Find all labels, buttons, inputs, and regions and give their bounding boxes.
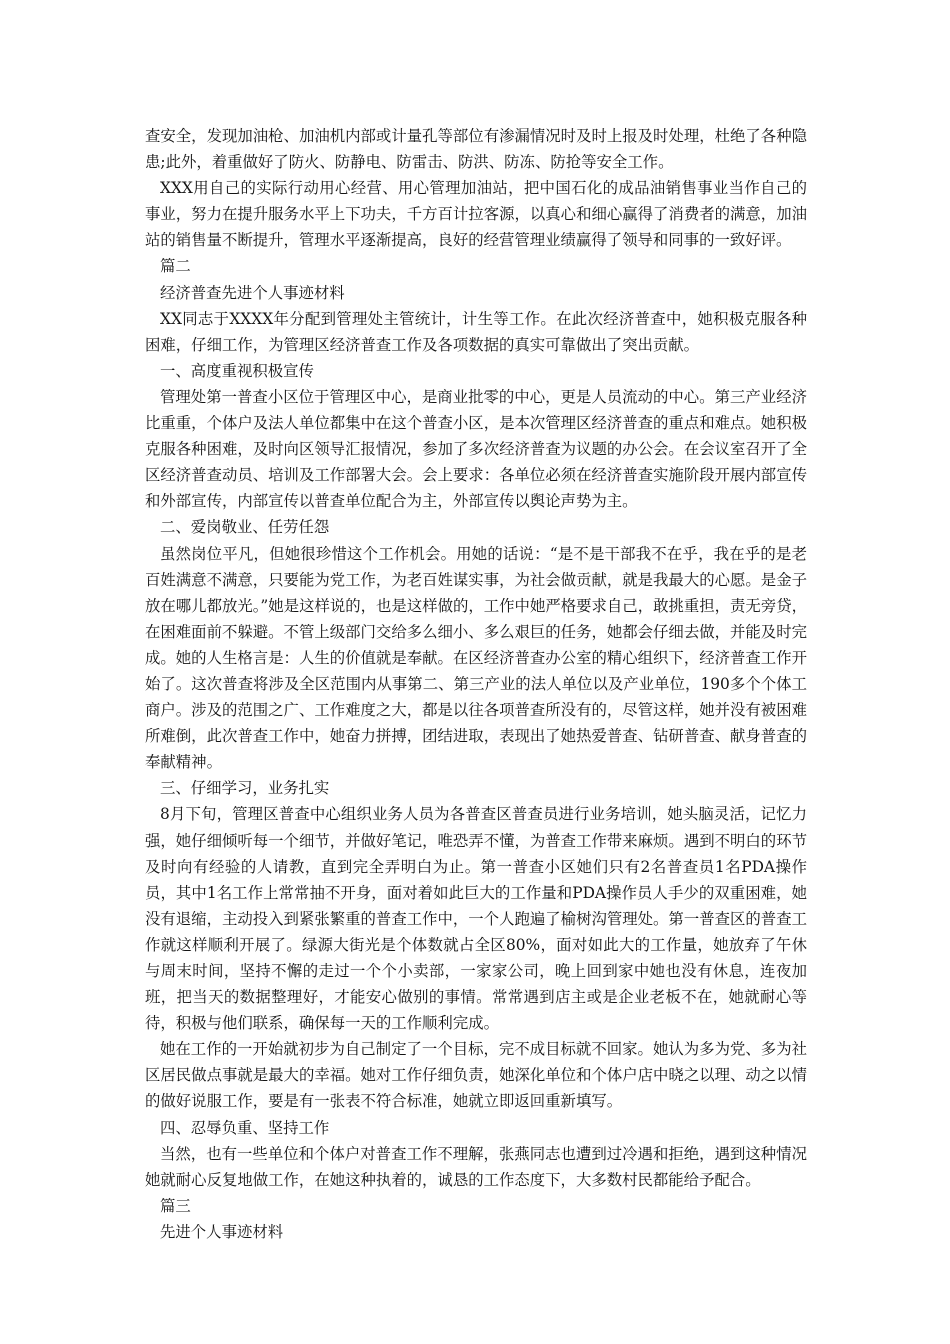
document-page (145, 123, 807, 1245)
heading-publicity: 一、高度重视积极宣传 (160, 361, 314, 380)
article-title-advanced-individual: 先进个人事迹材料 (160, 1222, 284, 1241)
article-title-census: 经济普查先进个人事迹材料 (160, 283, 345, 302)
paragraph-gas-station-summary: XXX用自己的实际行动用心经营、用心管理加油站，把中国石化的成品油销售事业当作自己的事业，努力在提升服务水平上下功夫，千方百计拉客源，以真心和细心赢得了消费者的满意，加油站的销售量不断提升，管理水平逐渐提高，良好的经营管理业绩赢得了领导和同事的一致好评。 (145, 179, 807, 250)
paragraph-census-intro: XX同志于XXXX年分配到管理处主管统计，计生等工作。在此次经济普查中，她积极克服各种困难，仔细工作，为管理区经济普查工作及各项数据的真实可靠做出了突出贡献。 (145, 309, 807, 354)
paragraph-dedication: 虽然岗位平凡，但她很珍惜这个工作机会。用她的话说：“是不是干部我不在乎，我在乎的是老百姓满意不满意，只要能为党工作，为老百姓谋实事，为社会做贡献，就是我最大的心愿。是金子放在哪儿都放光。”她是这样说的，也是这样做的，工作中她严格要求自己，敢挑重担，责无旁贷，在困难面前不躲避。不管上级部门交给多么细小、多么艰巨的任务，她都会仔细去做，并能及时完成。她的人生格言是：人生的价值就是奉献。在区经济普查办公室的精心组织下，经济普查工作开始了。这次普查将涉及全区范围内从事第二、第三产业的法人单位以及产业单位，190多个个体工商户。涉及的范围之广、工作难度之大，都是以往各项普查所没有的，尽管这样，她并没有被困难所难倒，此次普查工作中，她奋力拼搏，团结进取，表现出了她热爱普查、钻研普查、献身普查的奉献精神。 (145, 544, 807, 772)
section-label-part-two: 篇二 (160, 257, 191, 276)
paragraph-safety-check: 查安全，发现加油枪、加油机内部或计量孔等部位有渗漏情况时及时上报及时处理，杜绝了各种隐患;此外，着重做好了防火、防静电、防雷击、防洪、防冻、防抢等安全工作。 (145, 127, 807, 172)
paragraph-study: 8月下旬，管理区普查中心组织业务人员为各普查区普查员进行业务培训，她头脑灵活，记忆力强，她仔细倾听每一个细节，并做好笔记，唯恐弄不懂，为普查工作带来麻烦。遇到不明白的环节及时向有经验的人请教，直到完全弄明白为止。第一普查小区她们只有2名普查员1名PDA操作员，其中1名工作上常常抽不开身，面对着如此巨大的工作量和PDA操作员人手少的双重困难，她没有退缩，主动投入到紧张繁重的普查工作中，一个人跑遍了榆树沟管理处。第一普查区的普查工作就这样顺利开展了。绿源大街光是个体数就占全区80%，面对如此大的工作量，她放弃了午休与周末时间，坚持不懈的走过一个个小卖部，一家家公司，晚上回到家中她也没有休息，连夜加班，把当天的数据整理好，才能安心做别的事情。常常遇到店主或是企业老板不在，她就耐心等待，积极与他们联系，确保每一天的工作顺利完成。 (145, 805, 807, 1033)
heading-study: 三、仔细学习，业务扎实 (160, 779, 330, 798)
heading-perseverance: 四、忍辱负重、坚持工作 (160, 1118, 330, 1137)
paragraph-publicity: 管理处第一普查小区位于管理区中心，是商业批零的中心，更是人员流动的中心。第三产业经济比重重，个体户及法人单位都集中在这个普查小区，是本次管理区经济普查的重点和难点。她积极克服各种困难，及时向区领导汇报情况，参加了多次经济普查为议题的办公会。在会议室召开了全区经济普查动员、培训及工作部署大会。会上要求：各单位必须在经济普查实施阶段开展内部宣传和外部宣传，内部宣传以普查单位配合为主，外部宣传以舆论声势为主。 (145, 387, 807, 511)
paragraph-perseverance: 当然，也有一些单位和个体户对普查工作不理解，张燕同志也遭到过冷遇和拒绝，遇到这种情况她就耐心反复地做工作，在她这种执着的，诚恳的工作态度下，大多数村民都能给予配合。 (145, 1144, 807, 1189)
paragraph-goal: 她在工作的一开始就初步为自己制定了一个目标，完不成目标就不回家。她认为多为党、多为社区居民做点事就是最大的幸福。她对工作仔细负责，她深化单位和个体户店中晓之以理、动之以情的做好说服工作，要是有一张表不符合标准，她就立即返回重新填写。 (145, 1040, 807, 1111)
heading-dedication: 二、爱岗敬业、任劳任怨 (160, 518, 330, 537)
section-label-part-three: 篇三 (160, 1196, 191, 1215)
